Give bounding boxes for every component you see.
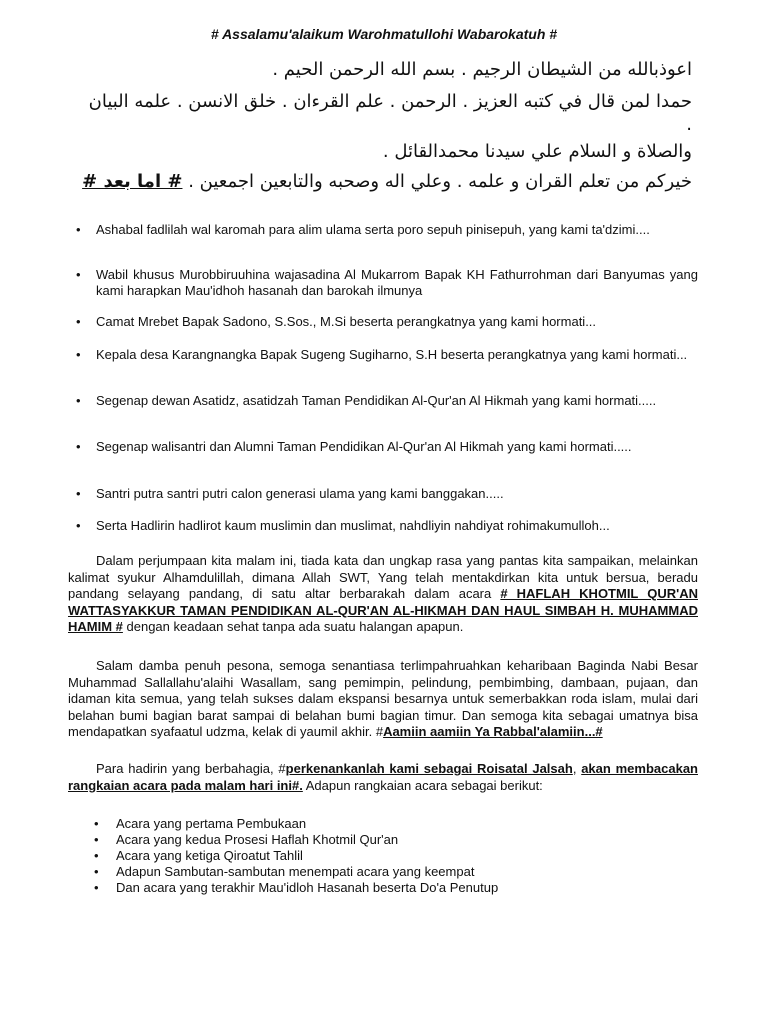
agenda-intro-paragraph: Para hadirin yang berbahagia, #perkenankanlah kami sebagai Roisatal Jalsah, akan membacakan rangkaian acara pada malam hari ini#. Adapun rangkaian acara sebagai berikut: <box>68 761 698 793</box>
agenda-list <box>94 816 676 896</box>
event-name-emphasis: # HAFLAH KHOTMIL QUR'AN WATTASYAKKUR TAMAN PENDIDIKAN AL-QUR'AN AL-HIKMAH DAN HAUL SIMBAH H. MUHAMMAD HAMIM # <box>68 586 698 634</box>
sholawat-paragraph: Salam damba penuh pesona, semoga senantiasa terlimpahruahkan keharibaan Baginda Nabi Besar Muhammad Sallallahu'alaihi Wasallam, sang pemimpin, pelindung, pembimbing, dambaan, pujaan, dan idaman kita semua, yang telah sukses dalam ekspansi besarnya untuk semerbakkan roda islam, mulai dari belahan bumi bagian barat sampai di belahan bumi bagian timur. Dan semoga kita sebagai umatnya bisa mendapatkan syafaatul udzma, kelak di yaumil akhir. #Aamiin aamiin Ya Rabbal'alamiin...# <box>68 658 698 739</box>
list-item: • Serta Hadlirin hadlirot kaum muslimin dan muslimat, nahdliyin nahdiyat rohimakumulloh... <box>76 518 610 533</box>
bullet-dot: • <box>94 816 99 831</box>
aamiin-emphasis: Aamiin aamiin Ya Rabbal'alamiin...# <box>383 724 603 739</box>
greeting-title: # Assalamu'alaikum Warohmatullohi Wabarokatuh # <box>210 26 558 42</box>
list-item: • Segenap dewan Asatidz, asatidzah Taman Pendidikan Al-Qur'an Al Hikmah yang kami hormati..... <box>76 393 657 408</box>
bullet-dot: • <box>76 439 81 454</box>
arabic-line-1: اعوذبالله من الشيطان الرجيم . بسم الله الرحمن الحيم . <box>272 59 692 80</box>
bullet-dot: • <box>94 880 99 895</box>
bullet-dot: • <box>76 486 81 501</box>
opening-paragraph: Dalam perjumpaan kita malam ini, tiada kata dan ungkap rasa yang pantas kita sampaikan, melainkan kalimat syukur Alhamdulillah, dimana Allah SWT, Yang telah mentakdirkan kita untuk bersua, beradu pandang selayang pandang, di satu altar berbarakah dalam acara # HAFLAH KHOTMIL QUR'AN WATTASYAKKUR TAMAN PENDIDIKAN AL-QUR'AN AL-HIKMAH DAN HAUL SIMBAH H. MUHAMMAD HAMIM # dengan keadaan sehat tanpa ada suatu halangan apapun. <box>68 553 698 634</box>
bullet-dot: • <box>76 222 81 237</box>
bullet-dot: • <box>94 848 99 863</box>
agenda-item: • Acara yang kedua Prosesi Haflah Khotmil Qur'an <box>94 832 399 847</box>
agenda-item: • Adapun Sambutan-sambutan menempati acara yang keempat <box>94 864 475 879</box>
bullet-dot: • <box>76 347 81 362</box>
bullet-dot: • <box>76 267 81 282</box>
arabic-line-4 <box>82 170 692 193</box>
agenda-item: • Dan acara yang terakhir Mau'idloh Hasanah beserta Do'a Penutup <box>94 880 499 895</box>
arabic-line-3: والصلاة و السلام علي سيدنا محمدالقائل . <box>382 141 692 162</box>
list-item: • Wabil khusus Murobbiruuhina wajasadina Al Mukarrom Bapak KH Fathurrohman dari Banyumas yang kami harapkan Mau'idhoh hasanah dan barokah ilmunya <box>76 267 698 298</box>
arabic-line-4-text: خيركم من تعلم القران و علمه . وعلي اله وصحبه والتابعين اجمعين . <box>188 171 692 192</box>
list-item: • Santri putra santri putri calon generasi ulama yang kami banggakan..... <box>76 486 504 501</box>
agenda-item: • Acara yang ketiga Qiroatut Tahlil <box>94 848 303 863</box>
bullet-dot: • <box>76 518 81 533</box>
list-item: • Camat Mrebet Bapak Sadono, S.Sos., M.Si beserta perangkatnya yang kami hormati... <box>76 314 597 329</box>
amma-badu-emphasis: # اما بعد # <box>82 171 183 192</box>
agenda-item: • Acara yang pertama Pembukaan <box>94 816 307 831</box>
bullet-dot: • <box>76 314 81 329</box>
agenda-announcement-emphasis: akan membacakan rangkaian acara pada malam hari ini#. <box>68 761 698 793</box>
bullet-dot: • <box>94 864 99 879</box>
roisatal-jalsah-emphasis: perkenankanlah kami sebagai Roisatal Jalsah <box>285 761 573 776</box>
list-item: • Segenap walisantri dan Alumni Taman Pendidikan Al-Qur'an Al Hikmah yang kami hormati..... <box>76 439 632 454</box>
bullet-dot: • <box>76 393 81 408</box>
arabic-line-2: حمدا لمن قال في كتبه العزيز . الرحمن . علم القرءان . خلق الانسن . علمه البيان . <box>88 91 692 135</box>
list-item: • Kepala desa Karangnangka Bapak Sugeng Sugiharno, S.H beserta perangkatnya yang kami hormati... <box>76 347 688 362</box>
bullet-dot: • <box>94 832 99 847</box>
list-item: • Ashabal fadlilah wal karomah para alim ulama serta poro sepuh pinisepuh, yang kami ta'dzimi.... <box>76 222 650 237</box>
